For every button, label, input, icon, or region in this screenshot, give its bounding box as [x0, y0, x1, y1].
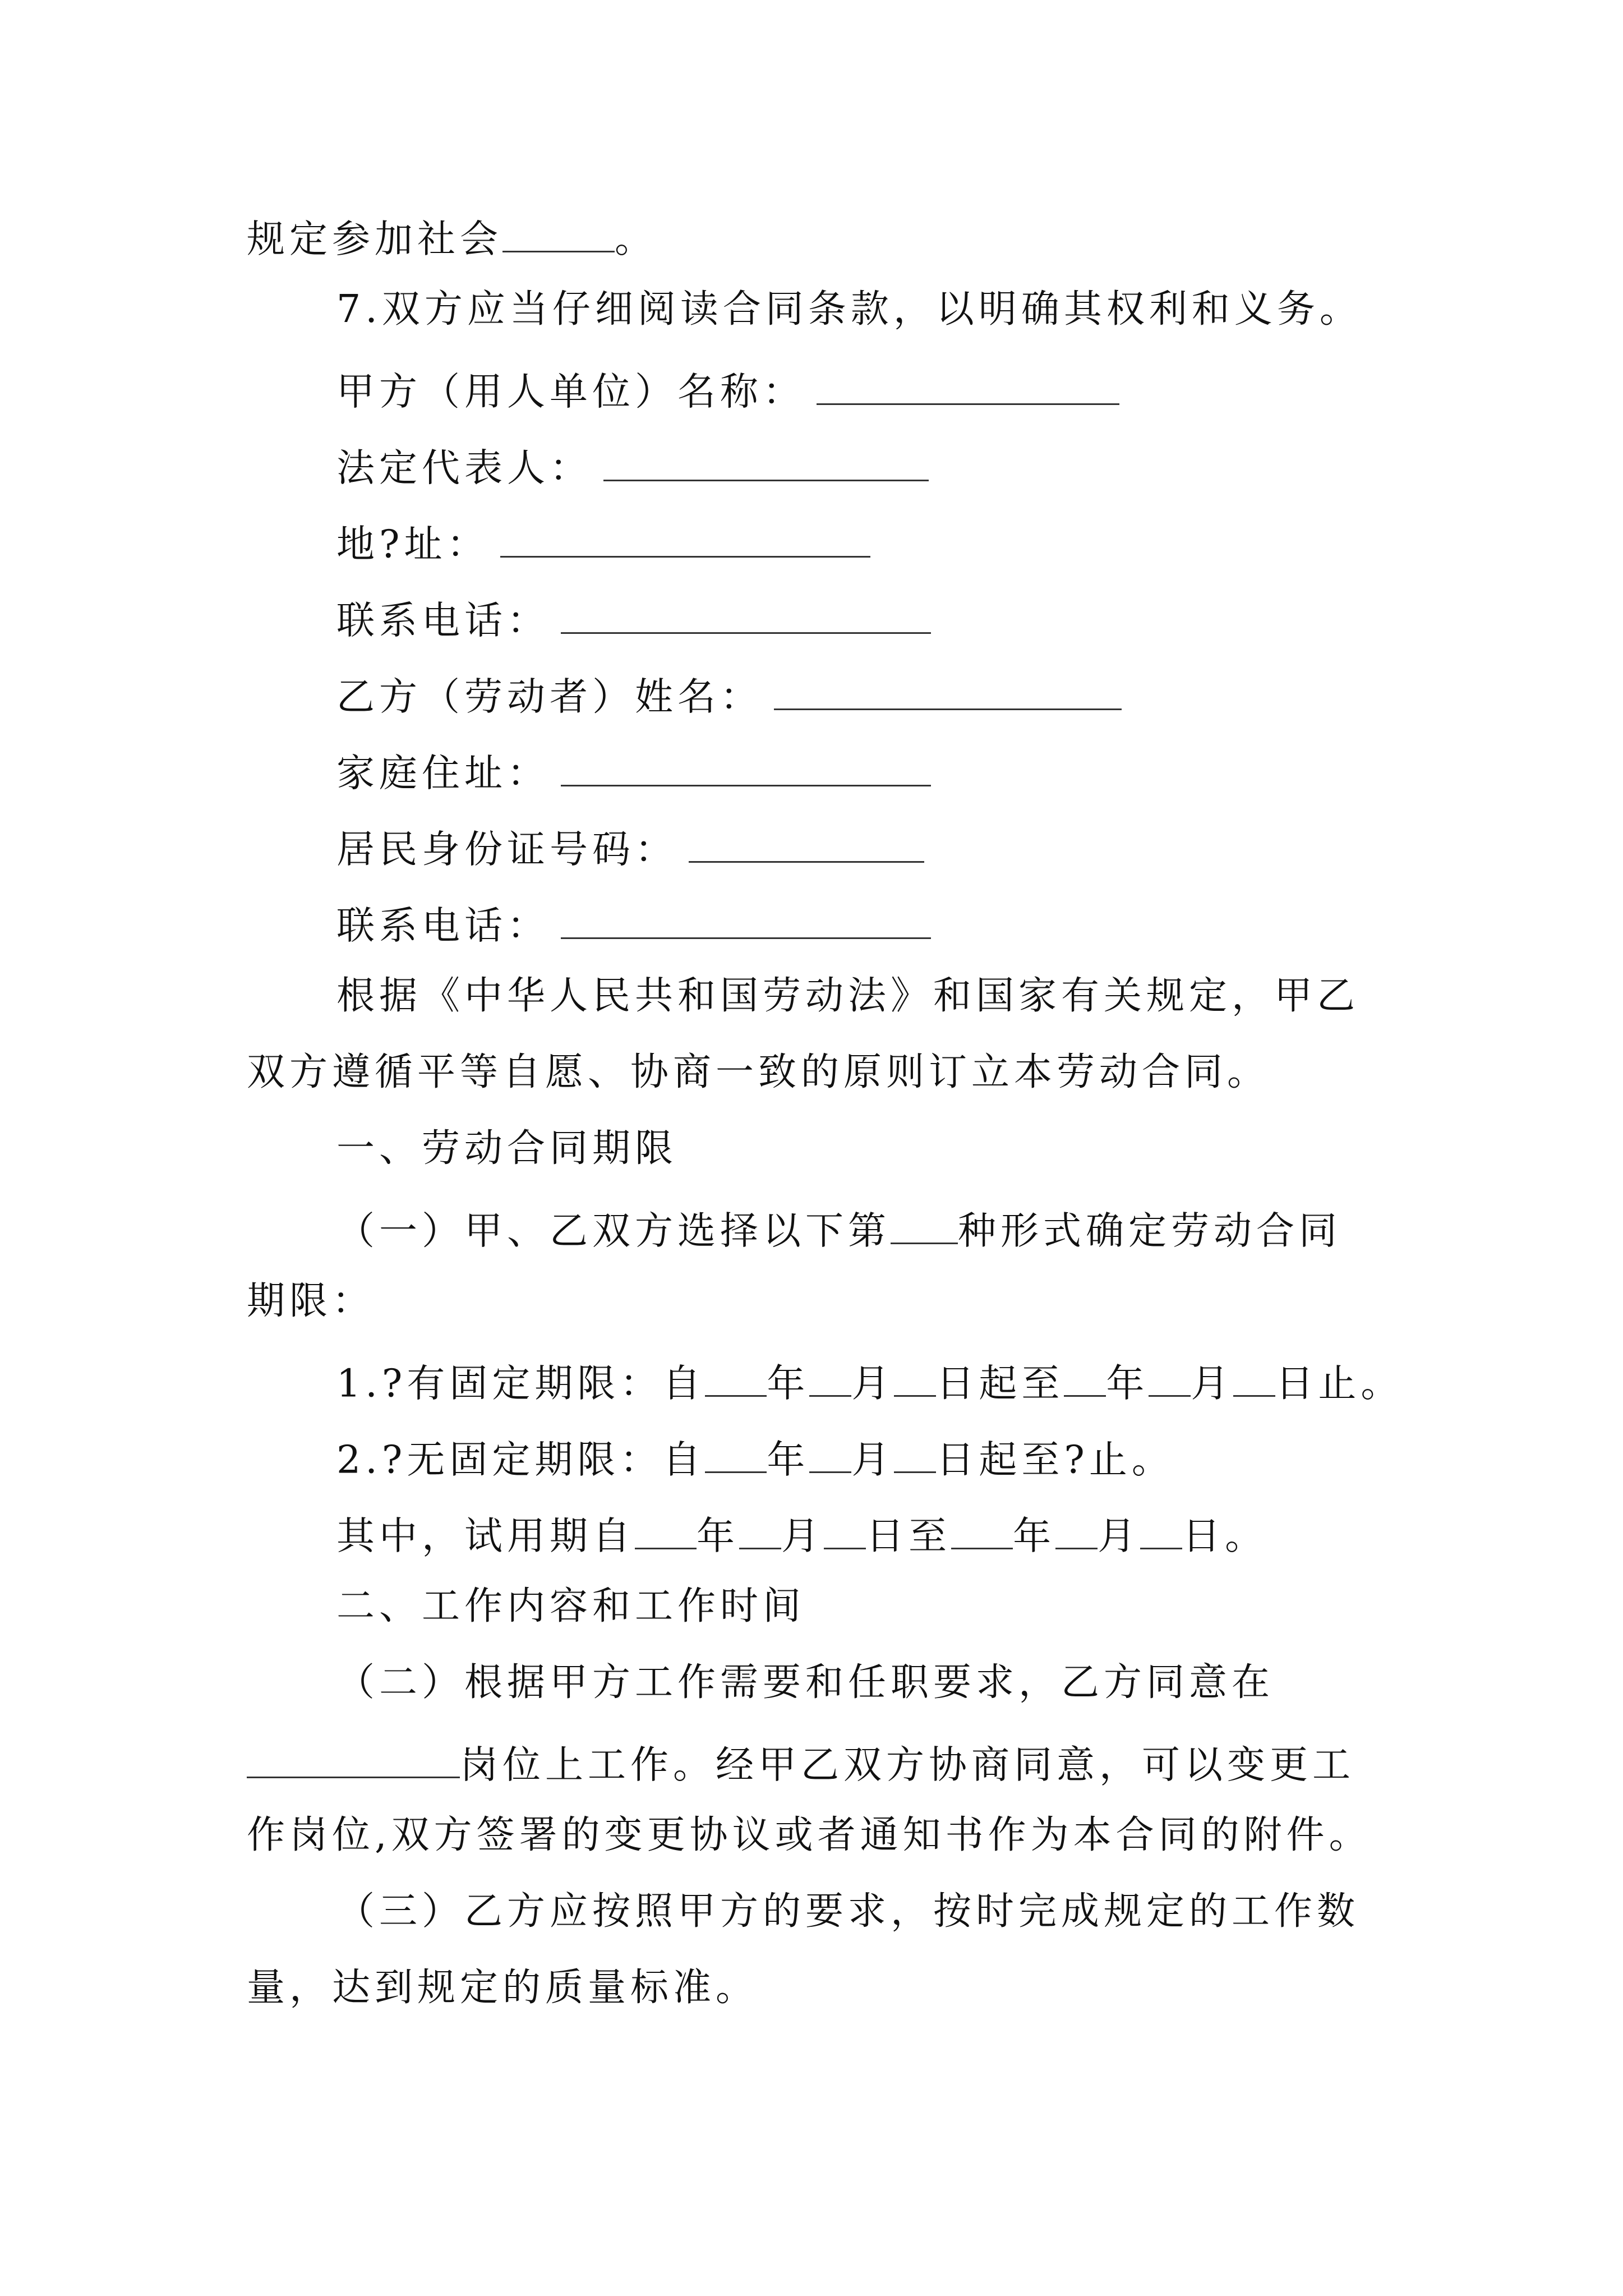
text-fragment: 。 [615, 217, 658, 262]
clause-2-text-3: 作岗位,双方签署的变更协议或者通知书作为本合同的附件。 [247, 1813, 1372, 1857]
clause-2-line-1 [336, 1660, 1275, 1705]
day-label: 日至 [866, 1514, 952, 1559]
month-label: 月 [1098, 1514, 1141, 1559]
probation-end-day-blank[interactable] [1140, 1511, 1182, 1549]
start-day-blank[interactable] [894, 1435, 936, 1473]
clause-3-line-1 [336, 1889, 1360, 1934]
start-day-blank[interactable] [894, 1359, 936, 1397]
clause-7-text: 7.双方应当仔细阅读合同条款，以明确其权利和义务。 [336, 287, 1362, 332]
text-fragment: 规定参加社会 [247, 217, 503, 262]
employee-phone-label: 联系电话： [336, 904, 550, 949]
legal-rep-row [336, 443, 929, 491]
year-label: 年 [1013, 1514, 1056, 1559]
probation-start-month-blank[interactable] [739, 1511, 781, 1549]
employee-phone-row [336, 901, 931, 949]
address-row [336, 519, 870, 567]
intro-text-1: 根据《中华人民共和国劳动法》和国家有关规定，甲乙 [336, 974, 1360, 1018]
clause-3-text-1: （三）乙方应按照甲方的要求，按时完成规定的工作数 [336, 1889, 1360, 1934]
home-address-field[interactable] [561, 748, 931, 786]
employee-name-row [336, 672, 1122, 720]
clause-3-line-2 [247, 1966, 759, 2010]
clause-7 [336, 287, 1362, 332]
clause-2-text-2: 岗位上工作。经甲乙双方协商同意，可以变更工 [460, 1743, 1355, 1788]
employee-phone-field[interactable] [561, 901, 931, 939]
probation-start-day-blank[interactable] [824, 1511, 866, 1549]
job-position-blank[interactable] [247, 1740, 460, 1778]
section-heading-1-text: 一、劳动合同期限 [336, 1126, 678, 1171]
day-label: 日。 [1182, 1514, 1268, 1559]
employer-name-label: 甲方（用人单位）名称： [336, 370, 806, 415]
day-label: 日起至 [936, 1361, 1064, 1406]
month-label: 月 [851, 1438, 895, 1483]
probation-start-year-blank[interactable] [635, 1511, 697, 1549]
employer-name-row [336, 367, 1119, 415]
fixed-term-line [336, 1359, 1403, 1404]
legal-rep-field[interactable] [603, 443, 929, 481]
month-label: 月 [1191, 1361, 1234, 1406]
end-year-blank[interactable] [1064, 1359, 1106, 1397]
end-day-blank[interactable] [1233, 1359, 1275, 1397]
blank-underline [502, 214, 615, 252]
clause-1a-text-part1: （一）甲、乙双方选择以下第 [336, 1209, 891, 1254]
open-term-text: 2.?无固定期限：自 [336, 1438, 706, 1483]
probation-end-month-blank[interactable] [1055, 1511, 1098, 1549]
clause-3-text-2: 量，达到规定的质量标准。 [247, 1966, 759, 2010]
clause-1a-line [336, 1206, 1342, 1254]
employee-name-label: 乙方（劳动者）姓名： [336, 675, 763, 720]
start-year-blank[interactable] [705, 1435, 767, 1473]
clause-2-line-3 [247, 1813, 1372, 1857]
clause-1a-text-part2: 种形式确定劳动合同 [958, 1209, 1342, 1254]
open-term-line [336, 1435, 1174, 1483]
section-heading-2 [336, 1584, 806, 1628]
address-label: 地?址： [336, 522, 490, 567]
probation-text: 其中，试用期自 [336, 1514, 635, 1559]
year-label: 年 [767, 1438, 810, 1483]
clause-2-line-2 [247, 1740, 1355, 1788]
start-month-blank[interactable] [809, 1435, 851, 1473]
clause-1a-continuation [247, 1279, 375, 1323]
intro-line-1 [336, 974, 1360, 1018]
legal-rep-label: 法定代表人： [336, 446, 593, 491]
month-label: 月 [851, 1361, 895, 1406]
day-label: 日止。 [1275, 1361, 1404, 1406]
start-year-blank[interactable] [705, 1359, 767, 1397]
intro-line-2 [247, 1050, 1270, 1094]
clause-1a-continuation-text: 期限： [247, 1279, 375, 1323]
employer-phone-row [336, 596, 931, 641]
year-label: 年 [697, 1514, 740, 1559]
clause-2-text-1: （二）根据甲方工作需要和任职要求，乙方同意在 [336, 1660, 1275, 1705]
end-month-blank[interactable] [1149, 1359, 1191, 1397]
intro-text-2: 双方遵循平等自愿、协商一致的原则订立本劳动合同。 [247, 1050, 1270, 1094]
year-label: 年 [767, 1361, 810, 1406]
section-heading-2-text: 二、工作内容和工作时间 [336, 1584, 806, 1628]
text-line [247, 214, 658, 262]
employer-phone-label: 联系电话： [336, 599, 550, 643]
employer-name-field[interactable] [817, 367, 1119, 405]
fixed-term-text: 1.?有固定期限：自 [336, 1361, 706, 1406]
day-label: 日起至?止。 [936, 1438, 1174, 1483]
employer-phone-field[interactable] [561, 596, 931, 634]
start-month-blank[interactable] [809, 1359, 851, 1397]
probation-end-year-blank[interactable] [951, 1511, 1013, 1549]
home-address-label: 家庭住址： [336, 751, 550, 796]
id-number-row [336, 825, 924, 872]
month-label: 月 [781, 1514, 824, 1559]
term-choice-blank[interactable] [891, 1206, 958, 1244]
id-number-field[interactable] [689, 825, 924, 863]
home-address-row [336, 748, 931, 796]
section-heading-1 [336, 1126, 678, 1171]
id-number-label: 居民身份证号码： [336, 827, 678, 872]
employee-name-field[interactable] [774, 672, 1122, 710]
year-label: 年 [1106, 1361, 1149, 1406]
address-field[interactable] [500, 519, 870, 558]
probation-line [336, 1511, 1268, 1559]
